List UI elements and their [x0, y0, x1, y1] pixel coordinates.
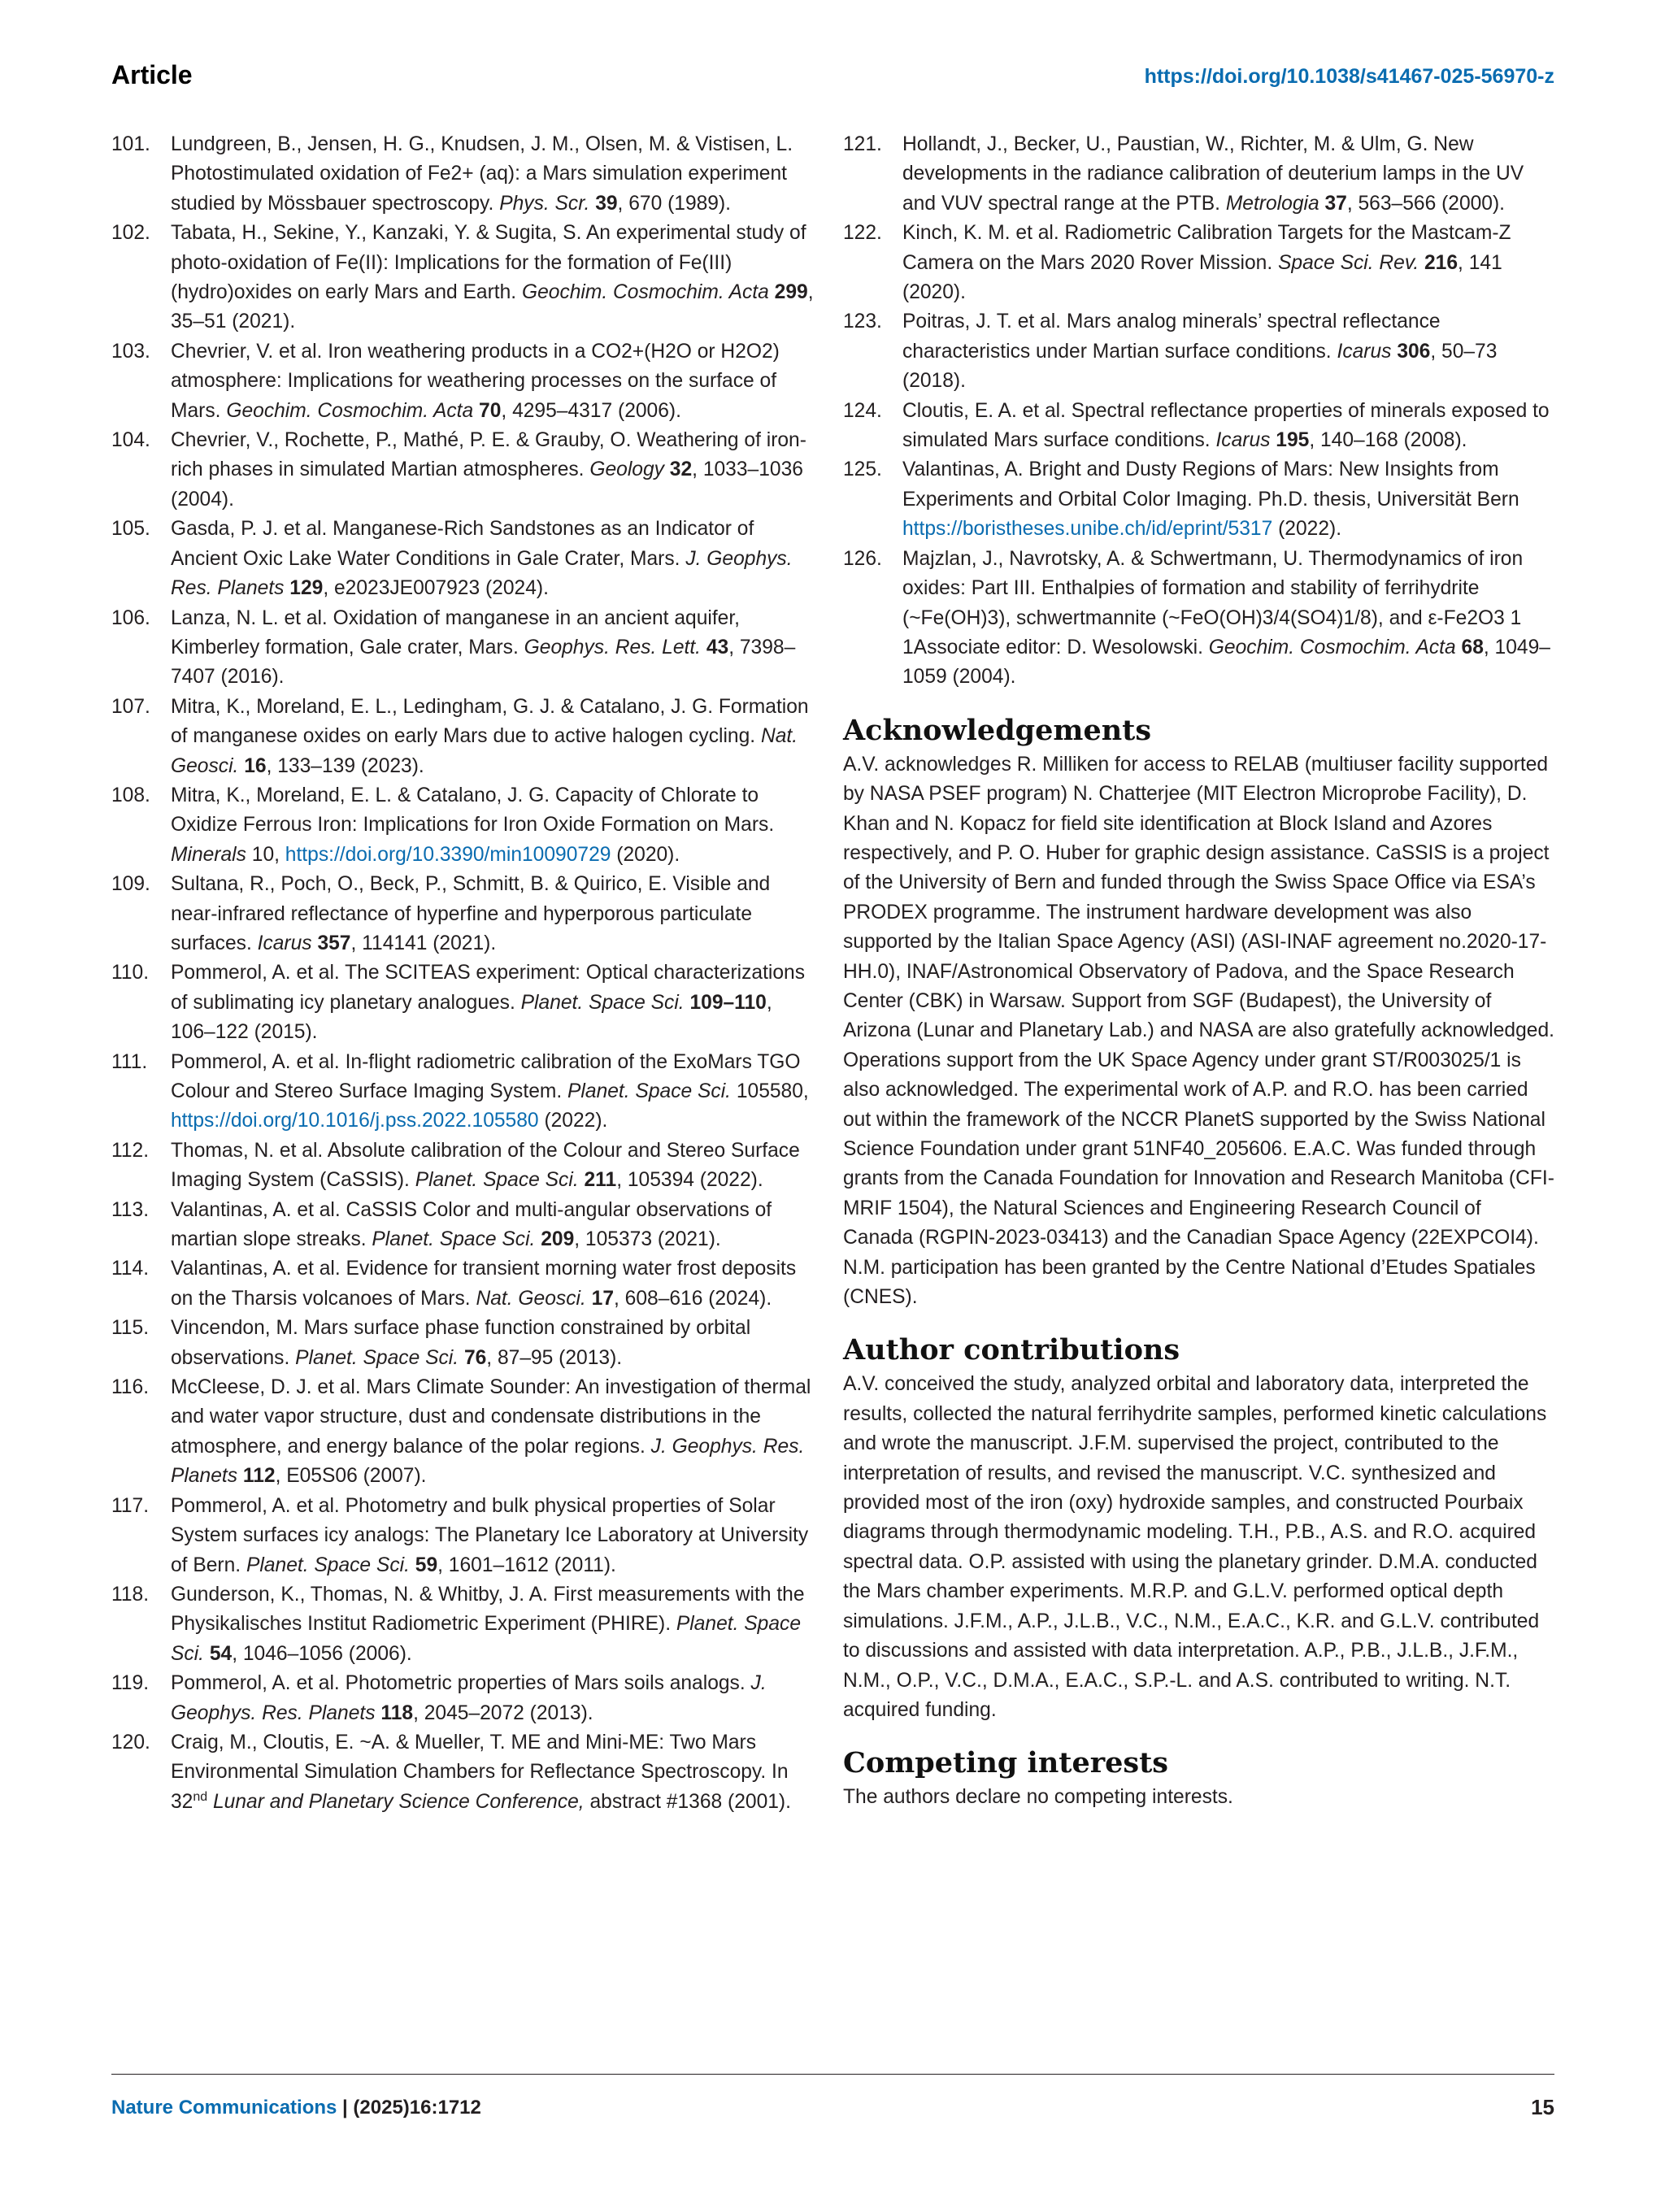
reference-item — [111, 337, 819, 426]
reference-number: 113. — [111, 1198, 150, 1221]
reference-number: 121. — [843, 133, 882, 155]
reference-number: 122. — [843, 222, 882, 245]
reference-text — [902, 133, 1524, 215]
volume-number: 43 — [706, 636, 729, 658]
reference-number: 104. — [111, 429, 150, 452]
reference-text-segment: , 105394 (2022). — [616, 1169, 763, 1192]
reference-text-segment: Pommerol, A. et al. Photometric properties of Mars soils analogs. — [171, 1672, 751, 1695]
volume-number: 37 — [1324, 192, 1347, 215]
journal-name: Planet. Space Sci. — [295, 1346, 459, 1369]
volume-number: 195 — [1276, 429, 1310, 452]
reference-text-segment: McCleese, D. J. et al. Mars Climate Sounder: An investigation of thermal and water vapor structure, dust and condensate distributions in the atmosphere, and energy balance of the polar regions. — [171, 1376, 811, 1458]
journal-name: Geology — [589, 458, 664, 481]
reference-text — [902, 222, 1511, 303]
journal-name: Minerals — [171, 843, 246, 866]
volume-number: 299 — [774, 281, 808, 304]
reference-text — [171, 1317, 750, 1368]
journal-name: Geophys. Res. Lett. — [524, 636, 701, 658]
journal-name: Icarus — [1337, 340, 1392, 363]
reference-text-segment: Valantinas, A. Bright and Dusty Regions of Mars: New Insights from Experiments and Orbital Color Imaging. Ph.D. thesis, Universität Bern — [902, 458, 1519, 511]
volume-number: 112 — [242, 1465, 276, 1488]
volume-number: 76 — [463, 1346, 487, 1369]
journal-name: Lunar and Planetary Science Conference, — [213, 1790, 585, 1813]
reference-text-segment: , 87–95 (2013). — [486, 1346, 623, 1369]
reference-text-segment — [1456, 637, 1462, 658]
reference-text-segment — [579, 1169, 585, 1191]
journal-name: J. Geophys. Res. Planets — [171, 1672, 767, 1724]
reference-text-segment: , 133–139 (2023). — [266, 754, 424, 777]
reference-item — [111, 1048, 819, 1136]
acknowledgements-section — [843, 714, 1554, 1313]
journal-name: Nat. Geosci. — [476, 1287, 586, 1310]
reference-text-segment — [459, 1347, 464, 1369]
superscript: nd — [193, 1789, 208, 1804]
volume-number: 17 — [591, 1287, 614, 1310]
reference-item — [111, 1728, 819, 1817]
reference-text-segment: Valantinas, A. et al. CaSSIS Color and multi-angular observations of martian slope streaks. — [171, 1198, 772, 1251]
reference-text-segment: , 563–566 (2000). — [1346, 192, 1506, 215]
reference-number: 108. — [111, 784, 150, 806]
reference-text-segment: Mitra, K., Moreland, E. L. & Catalano, J. G. Capacity of Chlorate to Oxidize Ferrous Iron: Implications for Iron Oxide Formation on Mars. — [171, 784, 775, 837]
reference-text-segment: Gunderson, K., Thomas, N. & Whitby, J. A. First measurements with the Physikalisches Institut Radiometric Experiment (PHIRE). — [171, 1583, 805, 1636]
volume-number: 211 — [584, 1169, 617, 1192]
reference-number: 119. — [111, 1672, 150, 1695]
volume-number: 209 — [541, 1228, 575, 1251]
article-label: Article — [111, 60, 193, 89]
footer-citation — [111, 2097, 481, 2119]
reference-text — [171, 222, 814, 332]
reference-text-segment: , E05S06 (2007). — [275, 1465, 427, 1488]
reference-text-segment: Pommerol, A. et al. In-flight radiometric calibration of the ExoMars TGO Colour and Stereo Surface Imaging System. — [171, 1050, 801, 1102]
reference-text-segment: Hollandt, J., Becker, U., Paustian, W., Richter, M. & Ulm, G. New developments in the radiance calibration of deuterium lamps in the UV and VUV spectral range at the PTB. — [902, 133, 1524, 215]
reference-text — [171, 607, 795, 689]
reference-text — [902, 458, 1519, 540]
journal-name: Planet. Space Sci. — [372, 1228, 536, 1251]
volume-number: 109–110 — [689, 991, 767, 1014]
reference-number: 105. — [111, 518, 150, 541]
reference-item — [111, 515, 819, 603]
doi-link[interactable]: https://doi.org/10.1038/s41467-025-56970-z — [1144, 65, 1554, 88]
reference-text-segment: 105580, — [731, 1080, 809, 1102]
journal-name: Phys. Scr. — [499, 192, 590, 215]
volume-number: 16 — [244, 754, 267, 777]
reference-link[interactable]: https://doi.org/10.3390/min10090729 — [285, 843, 611, 866]
references-left-column — [111, 130, 819, 1817]
reference-text-segment: , 140–168 (2008). — [1309, 429, 1467, 452]
reference-text-segment: , 50–73 (2018). — [902, 340, 1498, 393]
reference-text-segment: , 608–616 (2024). — [614, 1287, 772, 1310]
reference-text-segment: 10, — [246, 843, 285, 866]
reference-text-segment: , 141 (2020). — [902, 251, 1502, 304]
reference-text-segment — [204, 1643, 210, 1665]
reference-text-segment — [410, 1554, 415, 1576]
page-number: 15 — [1531, 2095, 1554, 2119]
reference-item — [843, 307, 1554, 396]
reference-text — [171, 1732, 791, 1813]
reference-text-segment: Lanza, N. L. et al. Oxidation of manganese in an ancient aquifer, Kimberley formation, Gale crater, Mars. — [171, 606, 741, 658]
acknowledgements-heading: Acknowledgements — [843, 713, 1152, 747]
competing-interests-heading: Competing interests — [843, 1746, 1169, 1780]
reference-number: 103. — [111, 340, 150, 363]
volume-number: 59 — [415, 1554, 438, 1576]
journal-name: J. Geophys. Res. Planets — [171, 1435, 805, 1488]
reference-item — [111, 219, 819, 337]
reference-text — [171, 133, 793, 215]
reference-text-segment: (2022). — [1272, 518, 1342, 541]
volume-number: 129 — [289, 577, 324, 600]
reference-text-segment: Tabata, H., Sekine, Y., Kanzaki, Y. & Sugita, S. An experimental study of photo-oxidation of Fe(II): Implications for the formation of Fe(III) (hydro)oxides on early Mars and Earth. — [171, 222, 806, 304]
reference-text-segment — [586, 1288, 592, 1310]
reference-text — [902, 548, 1550, 689]
reference-item — [111, 426, 819, 515]
reference-number: 101. — [111, 133, 150, 155]
page-header — [111, 59, 1554, 91]
reference-number: 123. — [843, 311, 882, 333]
reference-number: 116. — [111, 1376, 150, 1399]
reference-number: 106. — [111, 606, 150, 629]
reference-text-segment: , 7398–7407 (2016). — [171, 636, 796, 689]
volume-number: 68 — [1461, 636, 1484, 658]
journal-name: Nat. Geosci. — [171, 725, 798, 777]
reference-item — [111, 1492, 819, 1580]
reference-number: 115. — [111, 1317, 150, 1340]
reference-text-segment — [701, 637, 706, 658]
journal-name: Planet. Space Sci. — [567, 1080, 731, 1102]
reference-text — [171, 429, 806, 511]
reference-text-segment: , 114141 (2021). — [350, 932, 497, 954]
reference-text-segment: Majzlan, J., Navrotsky, A. & Schwertmann, U. Thermodynamics of iron oxides: Part III. Enthalpies of formation and stability of ferrihydrite (~Fe(OH)3), schwertmannite (~FeO(OH)3/4(SO4)1/8), and ε-Fe2O3 1 1Associate editor: D. Wesolowski. — [902, 547, 1524, 658]
volume-number: 306 — [1397, 340, 1431, 363]
reference-number: 102. — [111, 222, 150, 245]
reference-text — [171, 1495, 808, 1576]
journal-name: Planet. Space Sci. — [246, 1554, 410, 1576]
volume-number: 70 — [479, 399, 502, 422]
reference-text-segment: , 1033–1036 (2004). — [171, 458, 803, 511]
volume-number: 357 — [317, 932, 351, 954]
reference-text-segment: , e2023JE007923 (2024). — [323, 577, 549, 600]
reference-item — [843, 219, 1554, 307]
journal-name: J. Geophys. Res. Planets — [171, 547, 793, 600]
reference-text-segment: , 1601–1612 (2011). — [437, 1554, 616, 1576]
reference-item — [111, 130, 819, 219]
reference-number: 114. — [111, 1258, 150, 1280]
reference-item — [843, 545, 1554, 693]
volume-number: 54 — [209, 1642, 233, 1665]
reference-text-segment: Sultana, R., Poch, O., Beck, P., Schmitt, B. & Quirico, E. Visible and near-infrared reflectance of hyperfine and hyperporous particulate surfaces. — [171, 873, 771, 954]
author-contributions-text: A.V. conceived the study, analyzed orbital and laboratory data, interpreted the results, collected the natural ferrihydrite samples, performed kinetic calculations and wrote the manuscript. J.F.M. supervised the project, contributed to the interpretation of results, and revised the manuscript. V.C. synthesized and provided most of the iron (oxy) hydroxide samples, and constructed Pourbaix diagrams through thermodynamic modeling. T.H., P.B., A.S. and R.O. acquired spectral data. O.P. assisted with using the planetary grinder. D.M.A. conducted the Mars chamber experiments. M.R.P. and G.L.V. performed optical depth simulations. J.F.M., A.P., J.L.B., V.C., N.M., E.A.C., K.R. and G.L.V. contributed to discussions and assisted with data interpretation. A.P., P.B., J.L.B., J.F.M., N.M., O.P., V.C., D.M.A., E.A.C., S.P.-L. and A.S. contributed to writing. N.T. acquired funding. — [843, 1373, 1547, 1721]
reference-text — [171, 518, 793, 599]
reference-item — [843, 130, 1554, 219]
journal-name: Geochim. Cosmochim. Acta — [521, 281, 769, 304]
reference-item — [843, 397, 1554, 456]
reference-text-segment — [1419, 252, 1424, 274]
reference-text — [171, 1376, 811, 1487]
reference-text-segment: , 106–122 (2015). — [171, 991, 772, 1044]
reference-item — [111, 1373, 819, 1492]
reference-text — [171, 341, 780, 422]
reference-list — [111, 130, 819, 1817]
reference-number: 118. — [111, 1583, 150, 1606]
reference-text-segment: , 1046–1056 (2006). — [232, 1642, 412, 1665]
journal-name: Geochim. Cosmochim. Acta — [1208, 636, 1456, 658]
reference-text-segment: Chevrier, V. et al. Iron weathering products in a CO2+(H2O or H2O2) atmosphere: Implications for weathering processes on the surface of Mars. — [171, 340, 780, 422]
volume-number: 39 — [595, 192, 618, 215]
reference-number: 109. — [111, 873, 150, 896]
reference-text-segment: , 35–51 (2021). — [171, 281, 814, 333]
reference-item — [111, 870, 819, 958]
reference-item — [111, 1314, 819, 1373]
reference-text-segment: abstract #1368 (2001). — [584, 1790, 791, 1813]
journal-name: Planet. Space Sci. — [415, 1169, 579, 1192]
reference-text-segment: Pommerol, A. et al. Photometry and bulk physical properties of Solar System surfaces icy analogs: The Planetary Ice Laboratory at University of Bern. — [171, 1494, 809, 1576]
volume-number: 32 — [669, 458, 693, 481]
reference-text-segment — [237, 1465, 243, 1487]
reference-text-segment: Valantinas, A. et al. Evidence for transient morning water frost deposits on the Tharsis volcanoes of Mars. — [171, 1258, 797, 1310]
reference-text-segment — [769, 281, 775, 303]
reference-link[interactable]: https://boristheses.unibe.ch/id/eprint/5317 — [902, 518, 1273, 541]
reference-item — [111, 1669, 819, 1728]
journal-name: Icarus — [257, 932, 312, 954]
reference-text-segment: , 670 (1989). — [617, 192, 732, 215]
reference-text-segment: Poitras, J. T. et al. Mars analog minerals’ spectral reflectance characteristics under Martian surface conditions. — [902, 311, 1441, 363]
reference-text-segment: Gasda, P. J. et al. Manganese-Rich Sandstones as an Indicator of Ancient Oxic Lake Water Conditions in Gale Crater, Mars. — [171, 518, 754, 570]
reference-text — [171, 1140, 800, 1191]
reference-text — [171, 873, 770, 954]
volume-info: | (2025)16:1712 — [337, 2097, 481, 2119]
reference-text-segment: Vincendon, M. Mars surface phase function constrained by orbital observations. — [171, 1317, 751, 1369]
reference-text — [171, 962, 805, 1043]
reference-text-segment: , 1049–1059 (2004). — [902, 636, 1550, 689]
reference-number: 124. — [843, 399, 882, 422]
reference-text-segment: (2022). — [538, 1110, 608, 1132]
reference-number: 125. — [843, 458, 882, 481]
volume-number: 118 — [380, 1701, 414, 1724]
reference-number: 126. — [843, 547, 882, 570]
reference-item — [111, 958, 819, 1047]
reference-text-segment: , 2045–2072 (2013). — [413, 1701, 593, 1724]
reference-text — [902, 311, 1497, 392]
reference-text-segment — [207, 1791, 213, 1813]
reference-text — [171, 1199, 772, 1250]
reference-number: 120. — [111, 1731, 150, 1754]
reference-item — [111, 1196, 819, 1255]
author-contributions-heading: Author contributions — [843, 1333, 1180, 1367]
reference-number: 111. — [111, 1050, 148, 1073]
journal-name: Planet. Space Sci. — [520, 991, 685, 1014]
reference-number: 107. — [111, 695, 150, 718]
reference-text-segment: Cloutis, E. A. et al. Spectral reflectance properties of minerals exposed to simulated Mars surface conditions. — [902, 399, 1550, 452]
reference-number: 117. — [111, 1494, 150, 1517]
reference-text — [171, 696, 809, 777]
reference-text-segment: , 4295–4317 (2006). — [501, 399, 681, 422]
author-contributions-section — [843, 1333, 1554, 1725]
competing-interests-section — [843, 1746, 1554, 1812]
reference-text-segment — [664, 458, 670, 480]
reference-text-segment: Pommerol, A. et al. The SCITEAS experiment: Optical characterizations of sublimating icy planetary analogues. — [171, 962, 806, 1014]
reference-item — [111, 1136, 819, 1196]
reference-text-segment: Mitra, K., Moreland, E. L., Ledingham, G. J. & Catalano, J. G. Formation of manganese oxides on early Mars due to active halogen cycling. — [171, 695, 809, 748]
reference-item — [111, 1254, 819, 1314]
reference-text-segment: Chevrier, V., Rochette, P., Mathé, P. E. & Grauby, O. Weathering of iron-rich phases in simulated Martian atmospheres. — [171, 429, 806, 481]
volume-number: 216 — [1424, 251, 1459, 274]
reference-text — [171, 1258, 796, 1309]
competing-interests-text: The authors declare no competing interests. — [843, 1786, 1233, 1809]
reference-text — [171, 1672, 767, 1723]
reference-text-segment: (2020). — [611, 843, 680, 866]
journal-name: Geochim. Cosmochim. Acta — [226, 399, 474, 422]
reference-text — [902, 400, 1550, 451]
reference-text — [171, 1584, 805, 1665]
reference-text-segment: , 105373 (2021). — [574, 1228, 721, 1251]
journal-name-link[interactable]: Nature Communications — [111, 2097, 337, 2119]
reference-link[interactable]: https://doi.org/10.1016/j.pss.2022.105580 — [171, 1110, 539, 1132]
reference-text — [171, 784, 774, 866]
journal-name: Icarus — [1215, 429, 1271, 452]
reference-text-segment: Lundgreen, B., Jensen, H. G., Knudsen, J. M., Olsen, M. & Vistisen, L. Photostimulated oxidation of Fe2+ (aq): a Mars simulation experiment studied by Mössbauer spectroscopy. — [171, 133, 793, 215]
right-column — [843, 130, 1554, 1813]
journal-name: Planet. Space Sci. — [171, 1613, 802, 1665]
reference-item — [111, 1580, 819, 1669]
journal-name: Metrologia — [1225, 192, 1319, 215]
reference-text-segment: Thomas, N. et al. Absolute calibration of the Colour and Stereo Surface Imaging System (CaSSIS). — [171, 1139, 800, 1192]
reference-text-segment: Kinch, K. M. et al. Radiometric Calibration Targets for the Mastcam-Z Camera on the Mars 2020 Rover Mission. — [902, 222, 1511, 274]
reference-item — [111, 781, 819, 870]
reference-number: 112. — [111, 1139, 150, 1162]
footer-divider — [111, 2074, 1554, 2075]
reference-text-segment: Craig, M., Cloutis, E. ~A. & Mueller, T. ME and Mini-ME: Two Mars Environmental Simulation Chambers for Reflectance Spectroscopy. In 32 — [171, 1731, 789, 1813]
reference-number: 110. — [111, 962, 150, 984]
journal-name: Space Sci. Rev. — [1278, 251, 1419, 274]
reference-list — [843, 130, 1554, 693]
reference-item — [111, 693, 819, 781]
reference-text — [171, 1051, 809, 1132]
reference-item — [843, 455, 1554, 544]
acknowledgements-text: A.V. acknowledges R. Milliken for access to RELAB (multiuser facility supported by NASA PSEF program) N. Chatterjee (MIT Electron Microprobe Facility), D. Khan and N. Kopacz for field site identification at Block Island and Azores respectively, and P. O. Huber for graphic design assistance. CaSSIS is a project of the University of Bern and funded through the Swiss Space Office via ESA’s PRODEX programme. The instrument hardware development was also supported by the Italian Space Agency (ASI) (ASI-INAF agreement no.2020-17-HH.0), INAF/Astronomical Observatory of Padova, and the Space Research Center (CBK) in Warsaw. Support from SGF (Budapest), the University of Arizona (Lunar and Planetary Lab.) and NASA are also gratefully acknowledged. Operations support from the UK Space Agency under grant ST/R003025/1 is also acknowledged. The experimental work of A.P. and R.O. has been carried out within the framework of the NCCR PlanetS supported by the Swiss National Science Foundation under grant 51NF40_205606. E.A.C. Was funded through grants from the Canada Foundation for Innovation and Research Manitoba (CFI-MRIF 1504), the Natural Sciences and Engineering Research Council of Canada (RGPIN-2023-03413) and the Canadian Space Agency (22EXPCOI4). N.M. participation has been granted by the Centre National d’Etudes Spatiales (CNES). — [843, 753, 1554, 1309]
reference-item — [111, 604, 819, 693]
